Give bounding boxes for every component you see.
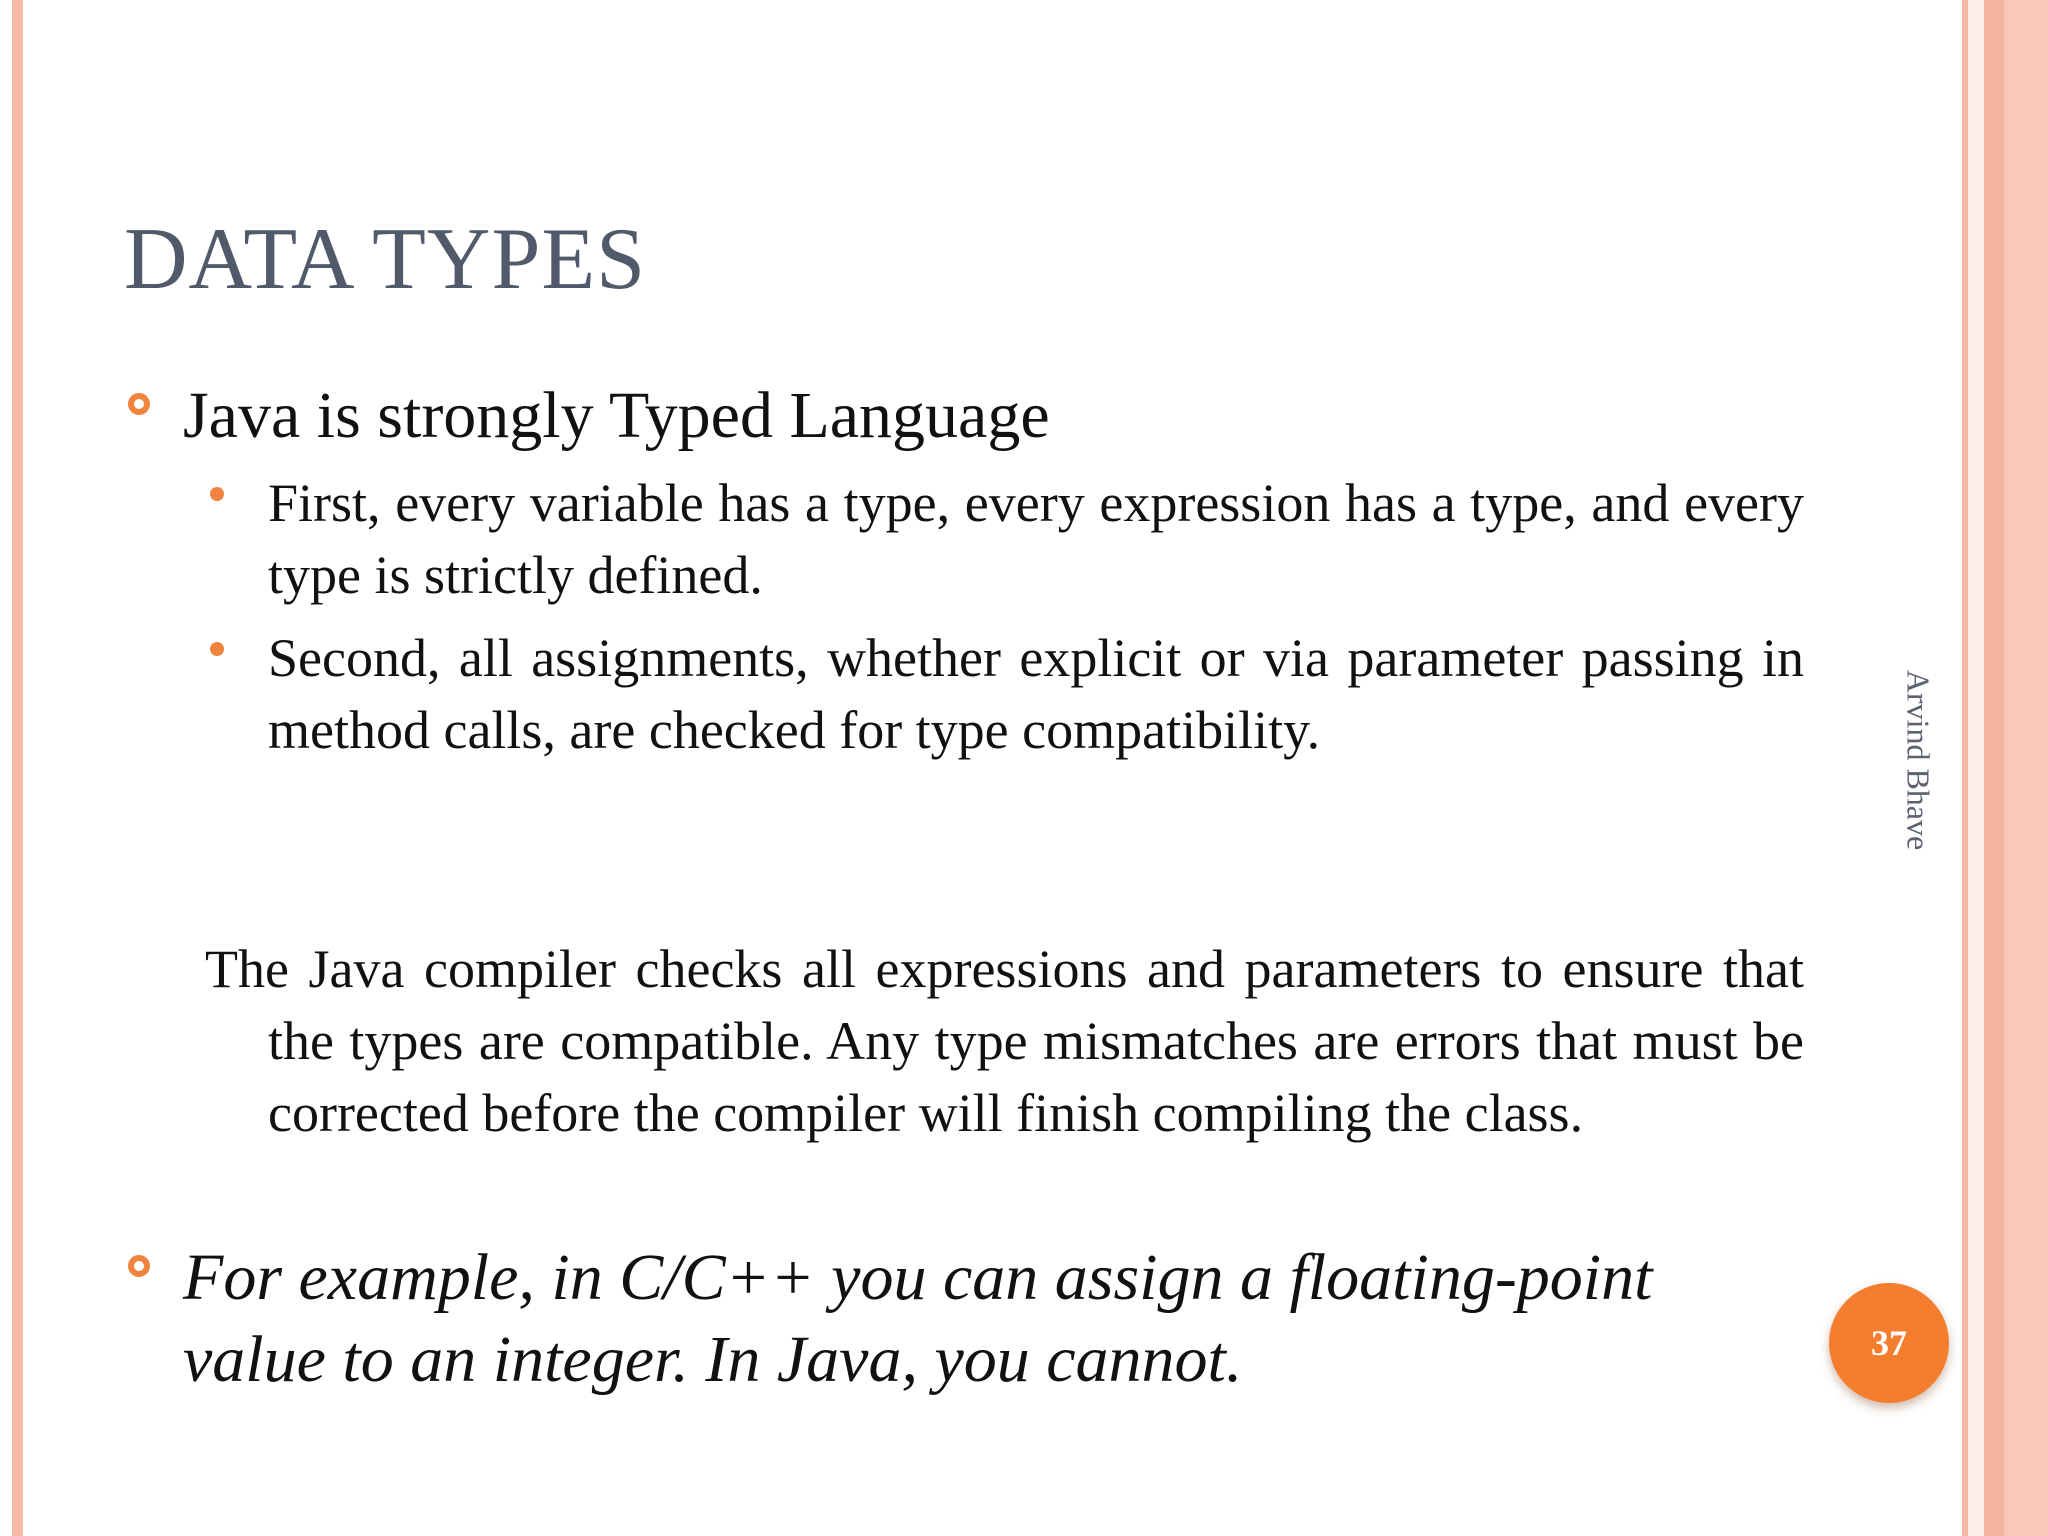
sub-bullet-first: First, every variable has a type, every expression has a type, and every type is strictly defined. xyxy=(268,473,1804,605)
circle-bullet-icon xyxy=(128,393,150,415)
compiler-paragraph: The Java compiler checks all expressions and parameters to ensure that the types are compatible. Any type mismatches are errors that must be corrected before the compiler will finish compiling the class. xyxy=(205,939,1804,1143)
slide-title: DATA TYPES xyxy=(124,211,647,308)
right-border-middle xyxy=(1984,0,2004,1536)
right-border-outer xyxy=(2004,0,2048,1536)
sub-bullet-second: Second, all assignments, whether explicit or via parameter passing in method calls, are checked for type compatibility. xyxy=(268,628,1804,760)
dot-bullet-icon xyxy=(210,487,224,501)
bullet-example: For example, in C/C++ you can assign a floating-point value to an integer. In Java, you cannot. xyxy=(183,1241,1653,1396)
dot-bullet-icon xyxy=(210,642,224,656)
author-name: Arvind Bhave xyxy=(1900,669,1937,851)
page-number: 37 xyxy=(1871,1323,1907,1363)
page-number-badge xyxy=(1829,1283,1949,1403)
left-border xyxy=(12,0,23,1536)
bullet-strongly-typed: Java is strongly Typed Language xyxy=(183,379,1050,452)
right-border-gap xyxy=(1968,0,1984,1536)
circle-bullet-icon xyxy=(128,1255,150,1277)
